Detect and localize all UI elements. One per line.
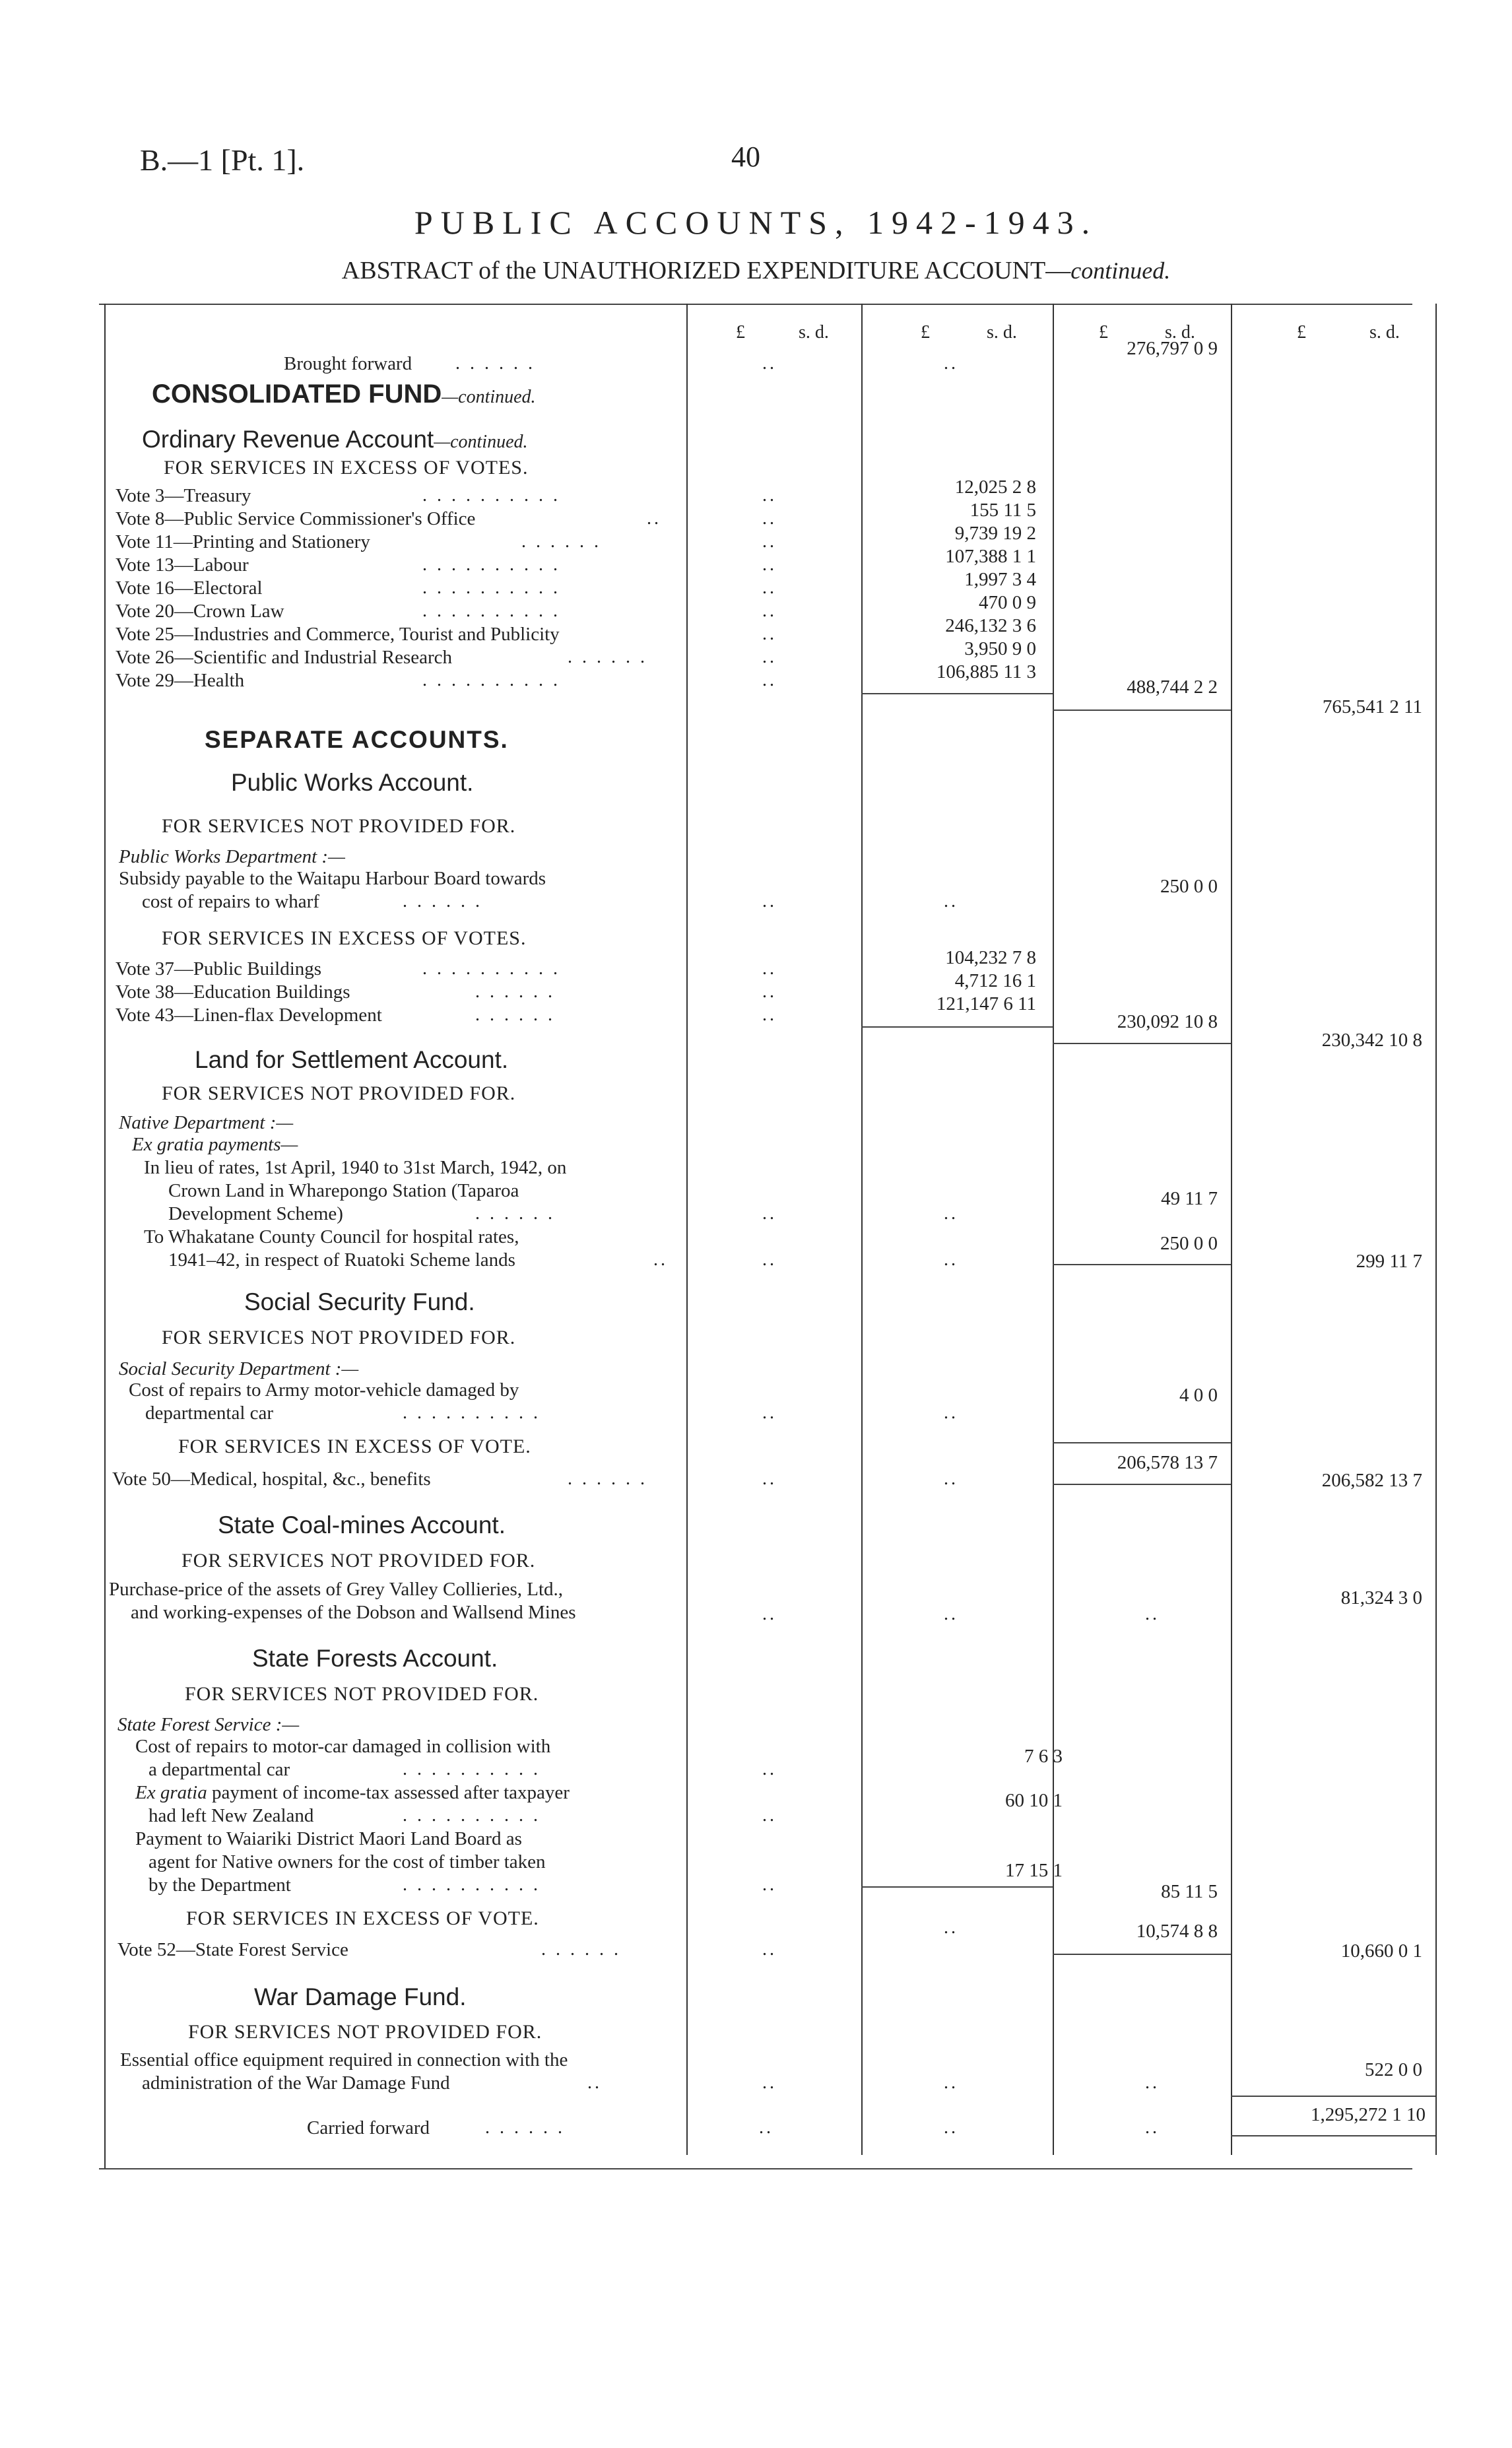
leader-dots: .. — [762, 1604, 777, 1624]
leader-dots: . . . . . . — [568, 1469, 647, 1489]
leader-dots: .. — [762, 1759, 777, 1779]
forests-subtotal: 85 11 5 — [1161, 1881, 1218, 1902]
vote-label: Vote 29—Health — [115, 670, 245, 691]
vote-amount: 4,712 16 1 — [954, 970, 1036, 991]
leader-dots: .. — [762, 670, 777, 690]
page-title: PUBLIC ACCOUNTS, 1942-1943. — [414, 204, 1098, 241]
col1-pound-header: £ — [736, 322, 745, 343]
leader-dots: .. — [944, 1203, 958, 1224]
forests-item-line: had left New Zealand — [148, 1805, 314, 1826]
vote-amount: 121,147 6 11 — [936, 993, 1036, 1014]
coal-item-line: Purchase-price of the assets of Grey Valley Collieries, Ltd., — [109, 1579, 564, 1600]
land-item-amount: 49 11 7 — [1161, 1188, 1218, 1209]
forests-item-amount: 7 6 3 — [1024, 1746, 1063, 1767]
land-item-line: In lieu of rates, 1st April, 1940 to 31st March, 1942, on — [144, 1157, 567, 1178]
land-item-line: Crown Land in Wharepongo Station (Taparoa — [168, 1180, 519, 1201]
coal-item-line: and working-expenses of the Dobson and Wallsend Mines — [131, 1602, 576, 1623]
social-vote-amount: 206,578 13 7 — [1117, 1452, 1218, 1473]
ordinary-title: Ordinary Revenue Account — [142, 426, 434, 453]
leader-dots: . . . . . . — [403, 891, 482, 911]
social-item-line: departmental car — [145, 1403, 274, 1424]
forests-vote-label: Vote 52—State Forest Service — [117, 1939, 348, 1960]
leader-dots: .. — [762, 647, 777, 667]
leader-dots: . . . . . . . . . . — [403, 1805, 541, 1826]
vote-amount: 107,388 1 1 — [945, 546, 1036, 567]
forests-vote-amount: 10,574 8 8 — [1136, 1921, 1218, 1942]
public-works-item-amount: 250 0 0 — [1160, 876, 1218, 897]
vote-label: Vote 16—Electoral — [115, 578, 263, 599]
leader-dots: . . . . . . — [475, 1005, 555, 1025]
leader-dots: . . . . . . — [568, 647, 647, 667]
land-ex-gratia — [132, 1134, 298, 1156]
leader-dots: .. — [762, 1805, 777, 1826]
col3-pound-header: £ — [1099, 322, 1108, 343]
leader-dots: .. — [762, 508, 777, 529]
vote-label: Vote 11—Printing and Stationery — [115, 531, 370, 552]
leader-dots: .. — [944, 1604, 958, 1624]
social-vote-label: Vote 50—Medical, hospital, &c., benefits — [112, 1469, 431, 1490]
ex-gratia-italic: Ex gratia payments— — [132, 1134, 298, 1155]
subtotal-rule — [1053, 1442, 1231, 1443]
subtotal-rule — [1053, 1484, 1231, 1485]
land-total: 299 11 7 — [1356, 1251, 1422, 1272]
carried-forward-rule — [1231, 2135, 1435, 2136]
social-excess-heading: FOR SERVICES IN EXCESS OF VOTE. — [178, 1436, 531, 1457]
war-total: 522 0 0 — [1365, 2059, 1422, 2080]
forests-item2-text: payment of income-tax assessed after taxpayer — [207, 1782, 570, 1803]
public-works-item-line: Subsidy payable to the Waitapu Harbour Board towards — [119, 868, 546, 889]
leader-dots: .. — [762, 554, 777, 575]
social-item-line: Cost of repairs to Army motor-vehicle damaged by — [129, 1379, 519, 1401]
table-bottom-rule — [99, 2168, 1412, 2169]
land-item-line: Development Scheme) — [168, 1203, 343, 1224]
subtotal-rule — [861, 1026, 1053, 1028]
vote-amount: 470 0 9 — [979, 592, 1036, 613]
forests-item-line — [135, 1782, 570, 1804]
leader-dots: .. — [762, 1249, 777, 1270]
vote-label: Vote 38—Education Buildings — [115, 981, 350, 1003]
col4-pound-header: £ — [1297, 322, 1306, 343]
vote-amount: 246,132 3 6 — [945, 615, 1036, 636]
leader-dots: .. — [1145, 2117, 1160, 2138]
subtitle-main: ABSTRACT of the UNAUTHORIZED EXPENDITURE ACCOUNT— — [341, 257, 1071, 284]
ex-gratia-italic: Ex gratia — [135, 1782, 207, 1803]
subtotal-rule — [861, 693, 1053, 694]
leader-dots: .. — [944, 1249, 958, 1270]
col2-pound-header: £ — [921, 322, 930, 343]
leader-dots: .. — [944, 353, 958, 374]
leader-dots: .. — [944, 1469, 958, 1489]
forests-excess-heading: FOR SERVICES IN EXCESS OF VOTE. — [186, 1907, 539, 1929]
war-not-provided: FOR SERVICES NOT PROVIDED FOR. — [188, 2021, 542, 2043]
page-subtitle — [0, 256, 1512, 285]
forests-total: 10,660 0 1 — [1340, 1940, 1422, 1962]
leader-dots: .. — [762, 1203, 777, 1224]
forests-item-amount: 17 15 1 — [1005, 1860, 1063, 1881]
subtotal-rule — [861, 1886, 1053, 1888]
separate-accounts-title: SEPARATE ACCOUNTS. — [205, 726, 509, 753]
leader-dots: .. — [944, 891, 958, 911]
vote-label: Vote 43—Linen-flax Development — [115, 1005, 382, 1026]
ordinary-title-cont: —continued. — [434, 432, 528, 452]
col-rule-2 — [861, 304, 863, 2155]
leader-dots: .. — [1145, 1604, 1160, 1624]
vote-label: Vote 26—Scientific and Industrial Research — [115, 647, 453, 668]
forests-item-line: Payment to Waiariki District Maori Land Board as — [135, 1828, 522, 1849]
section-consolidated-fund — [152, 380, 536, 409]
vote-amount: 106,885 11 3 — [936, 661, 1036, 682]
public-works-dept: Public Works Department :— — [119, 846, 345, 867]
forests-item-amount: 60 10 1 — [1005, 1790, 1063, 1811]
vote-amount: 155 11 5 — [970, 500, 1036, 521]
public-works-item-line: cost of repairs to wharf — [142, 891, 319, 912]
forests-item-line: a departmental car — [148, 1759, 290, 1780]
leader-dots: . . . . . . . . . . — [422, 958, 560, 979]
consolidated-title: CONSOLIDATED FUND — [152, 380, 442, 409]
leader-dots: .. — [762, 891, 777, 911]
leader-dots: . . . . . . . . . . — [403, 1874, 541, 1895]
col2-sd-header: s. d. — [987, 322, 1017, 343]
leader-dots: .. — [647, 508, 661, 529]
brought-forward-label: Brought forward — [284, 353, 412, 374]
leader-dots: . . . . . . . . . . — [422, 670, 560, 690]
vote-label: Vote 25—Industries and Commerce, Tourist and Publicity — [115, 624, 560, 645]
social-not-provided: FOR SERVICES NOT PROVIDED FOR. — [162, 1327, 516, 1348]
leader-dots: .. — [762, 531, 777, 552]
consolidated-title-cont: —continued. — [442, 387, 536, 407]
document-ref: B.—1 [Pt. 1]. — [140, 143, 305, 177]
forests-item-line: Cost of repairs to motor-car damaged in collision with — [135, 1736, 551, 1757]
leader-dots: .. — [762, 2072, 777, 2093]
leader-dots: . . . . . . — [541, 1939, 621, 1960]
vote-label: Vote 20—Crown Law — [115, 601, 284, 622]
table-top-rule — [99, 304, 1412, 305]
public-works-excess-heading: FOR SERVICES IN EXCESS OF VOTES. — [162, 927, 527, 949]
vote-amount: 3,950 9 0 — [964, 638, 1036, 659]
coal-not-provided: FOR SERVICES NOT PROVIDED FOR. — [181, 1550, 536, 1571]
col1-sd-header: s. d. — [799, 322, 829, 343]
carried-forward-total: 1,295,272 1 10 — [1311, 2104, 1426, 2125]
leader-dots: .. — [762, 601, 777, 621]
subtitle-cont: continued. — [1070, 257, 1171, 284]
page-number: 40 — [731, 141, 760, 173]
col4-sd-header: s. d. — [1369, 322, 1400, 343]
coal-title: State Coal-mines Account. — [218, 1511, 506, 1538]
social-dept: Social Security Department :— — [119, 1358, 359, 1379]
vote-label: Vote 3—Treasury — [115, 485, 251, 506]
social-total: 206,582 13 7 — [1321, 1470, 1422, 1491]
leader-dots: .. — [762, 485, 777, 506]
leader-dots: . . . . . . . . . . — [422, 601, 560, 621]
leader-dots: .. — [762, 1939, 777, 1960]
war-item-line: Essential office equipment required in connection with the — [120, 2049, 568, 2070]
public-works-total: 230,342 10 8 — [1321, 1030, 1422, 1051]
vote-label: Vote 37—Public Buildings — [115, 958, 322, 979]
leader-dots: . . . . . . . . . . — [422, 578, 560, 598]
carried-forward-label: Carried forward — [307, 2117, 430, 2138]
leader-dots: . . . . . . — [455, 353, 535, 374]
brought-forward-amount: 276,797 0 9 — [1127, 338, 1218, 359]
war-item-line: administration of the War Damage Fund — [142, 2072, 450, 2094]
forests-not-provided: FOR SERVICES NOT PROVIDED FOR. — [185, 1683, 539, 1705]
leader-dots: . . . . . . — [475, 1203, 555, 1224]
leader-dots: .. — [944, 1917, 958, 1938]
section-ordinary-revenue — [142, 426, 528, 453]
leader-dots: . . . . . . . . . . — [422, 554, 560, 575]
leader-dots: .. — [762, 1403, 777, 1423]
consolidated-excess-heading: FOR SERVICES IN EXCESS OF VOTES. — [164, 457, 529, 479]
subtotal-rule — [1053, 1264, 1231, 1265]
leader-dots: .. — [944, 2117, 958, 2138]
leader-dots: .. — [762, 578, 777, 598]
public-works-not-provided: FOR SERVICES NOT PROVIDED FOR. — [162, 815, 516, 837]
subtotal-rule — [1053, 1043, 1231, 1044]
leader-dots: .. — [587, 2072, 602, 2093]
carried-forward-rule — [1231, 2096, 1435, 2097]
leader-dots: . . . . . . — [485, 2117, 565, 2138]
leader-dots: .. — [762, 1469, 777, 1489]
land-item-line: 1941–42, in respect of Ruatoki Scheme lands — [168, 1249, 515, 1271]
leader-dots: .. — [1145, 2072, 1160, 2093]
col3-sd-header: s. d. — [1165, 322, 1195, 343]
consolidated-total: 765,541 2 11 — [1322, 696, 1422, 717]
vote-amount: 12,025 2 8 — [954, 477, 1036, 498]
coal-total: 81,324 3 0 — [1340, 1587, 1422, 1608]
leader-dots: .. — [762, 1005, 777, 1025]
col-rule-4 — [1231, 304, 1232, 2155]
public-works-subtotal: 230,092 10 8 — [1117, 1011, 1218, 1032]
leader-dots: .. — [762, 1874, 777, 1895]
leader-dots: .. — [762, 981, 777, 1002]
col-rule-1 — [686, 304, 688, 2155]
vote-label: Vote 8—Public Service Commissioner's Office — [115, 508, 476, 529]
land-item-line: To Whakatane County Council for hospital rates, — [144, 1226, 519, 1247]
forests-item-line: agent for Native owners for the cost of timber taken — [148, 1851, 546, 1872]
leader-dots: . . . . . . — [475, 981, 555, 1002]
forests-item-line: by the Department — [148, 1874, 291, 1896]
vote-label: Vote 13—Labour — [115, 554, 249, 576]
leader-dots: .. — [762, 958, 777, 979]
col-rule-right — [1435, 304, 1437, 2155]
vote-amount: 9,739 19 2 — [954, 523, 1036, 544]
leader-dots: .. — [762, 624, 777, 644]
leader-dots: .. — [762, 353, 777, 374]
forests-dept: State Forest Service :— — [117, 1714, 300, 1735]
leader-dots: . . . . . . . . . . — [403, 1403, 541, 1423]
leader-dots: .. — [944, 1403, 958, 1423]
land-dept: Native Department :— — [119, 1112, 294, 1133]
leader-dots: .. — [653, 1249, 668, 1270]
consolidated-subtotal: 488,744 2 2 — [1127, 677, 1218, 698]
leader-dots: . . . . . . . . . . — [403, 1759, 541, 1779]
social-title: Social Security Fund. — [244, 1288, 475, 1315]
vote-amount: 104,232 7 8 — [945, 947, 1036, 968]
leader-dots: . . . . . . — [521, 531, 601, 552]
leader-dots: .. — [759, 2117, 773, 2138]
public-works-title: Public Works Account. — [231, 769, 474, 796]
leader-dots: .. — [944, 2072, 958, 2093]
land-item-amount: 250 0 0 — [1160, 1233, 1218, 1254]
leader-dots: . . . . . . . . . . — [422, 485, 560, 506]
subtotal-rule — [1053, 710, 1231, 711]
land-title: Land for Settlement Account. — [195, 1046, 509, 1073]
col-rule-left — [104, 304, 106, 2168]
subtotal-rule — [1053, 1954, 1231, 1955]
vote-amount: 1,997 3 4 — [964, 569, 1036, 590]
war-title: War Damage Fund. — [254, 1983, 467, 2010]
forests-title: State Forests Account. — [252, 1645, 498, 1672]
social-item-amount: 4 0 0 — [1179, 1385, 1218, 1406]
land-not-provided: FOR SERVICES NOT PROVIDED FOR. — [162, 1082, 516, 1104]
